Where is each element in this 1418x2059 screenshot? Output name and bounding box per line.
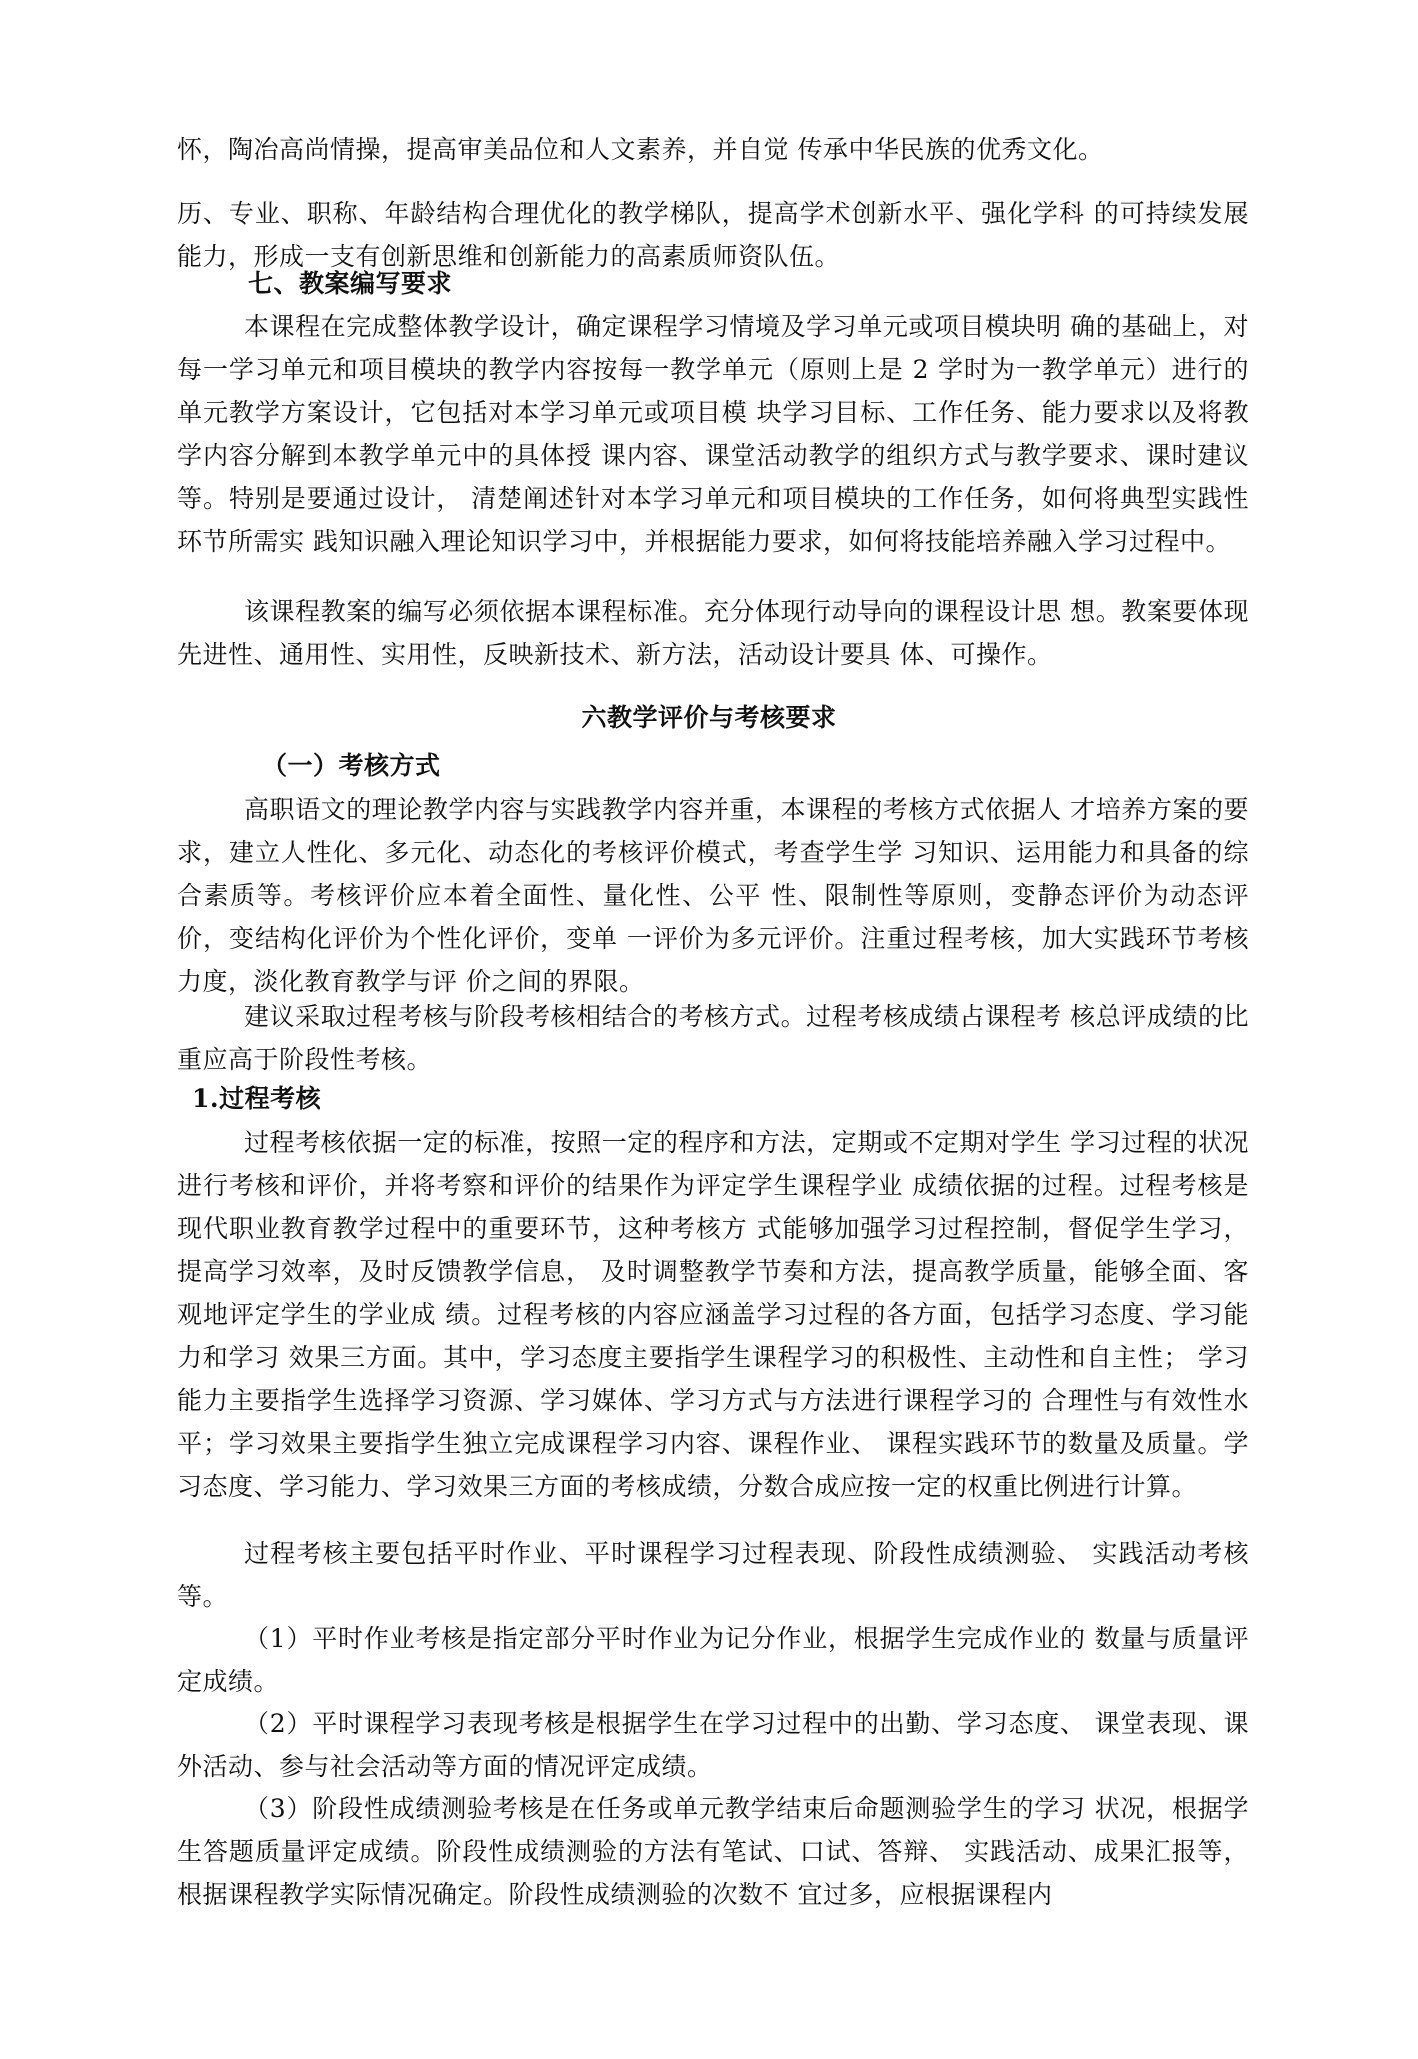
paragraph-assessment-model: 高职语文的理论教学内容与实践教学内容并重，本课程的考核方式依据人 才培养方案的要求，建立人性化、多元化、动态化的考核评价模式，考查学生学 习知识、运用能力和具备的综合素质等。考核评价应本着全面性、量化性、公平 性、限制性等原则，变静态评价为动态评价，变结构化评价为个性化评价，变单 一评价为多元评价。注重过程考核，加大实践环节考核力度，淡化教育教学与评 价之间的界限。 — [177, 795, 1249, 996]
paragraph-lesson-design: 本课程在完成整体教学设计，确定课程学习情境及学习单元或项目模块明 确的基础上，对每一学习单元和项目模块的教学内容按每一教学单元（原则上是 2 学时为一教学单元）进行的单元教学方案设计，它包括对本学习单元或项目模 块学习目标、工作任务、能力要求以及将教学内容分解到本教学单元中的具体授 课内容、课堂活动教学的组织方式与教学要求、课时建议等。特别是要通过设计， 清楚阐述针对本学习单元和项目模块的工作任务，如何将典型实践性环节所需实 践知识融入理论知识学习中，并根据能力要求，如何将技能培养融入学习过程中。 — [177, 312, 1249, 556]
heading-lesson-plan: 七、教案编写要求 — [248, 269, 453, 298]
paragraph-performance-assessment: （2）平时课程学习表现考核是根据学生在学习过程中的出勤、学习态度、 课堂表现、课外活动、参与社会活动等方面的情况评定成绩。 — [177, 1709, 1249, 1781]
heading-evaluation: 六教学评价与考核要求 — [581, 703, 837, 732]
paragraph-faculty: 历、专业、职称、年龄结构合理优化的教学梯队，提高学术创新水平、强化学科 的可持续发展能力，形成一支有创新思维和创新能力的高素质师资队伍。 — [177, 199, 1249, 271]
paragraph-aesthetic: 怀，陶冶高尚情操，提高审美品位和人文素养，并自觉 传承中华民族的优秀文化。 — [177, 135, 1104, 164]
paragraph-process-definition: 过程考核依据一定的标准，按照一定的程序和方法，定期或不定期对学生 学习过程的状况进行考核和评价，并将考察和评价的结果作为评定学生课程学业 成绩依据的过程。过程考核是现代职业教育教学过程中的重要环节，这种考核方 式能够加强学习过程控制，督促学生学习，提高学习效率，及时反馈教学信息， 及时调整教学节奏和方法，提高教学质量，能够全面、客观地评定学生的学业成 绩。过程考核的内容应涵盖学习过程的各方面，包括学习态度、学习能力和学习 效果三方面。其中，学习态度主要指学生课程学习的积极性、主动性和自主性； 学习能力主要指学生选择学习资源、学习媒体、学习方式与方法进行课程学习的 合理性与有效性水平；学习效果主要指学生独立完成课程学习内容、课程作业、 课程实践环节的数量及质量。学习态度、学习能力、学习效果三方面的考核成绩，分数合成应按一定的权重比例进行计算。 — [177, 1128, 1249, 1501]
heading-process-assessment: 1.过程考核 — [192, 1084, 322, 1113]
heading-assessment-method: （一）考核方式 — [262, 751, 441, 780]
paragraph-homework-assessment: （1）平时作业考核是指定部分平时作业为记分作业，根据学生完成作业的 数量与质量评定成绩。 — [177, 1624, 1249, 1696]
paragraph-assessment-combination: 建议采取过程考核与阶段考核相结合的考核方式。过程考核成绩占课程考 核总评成绩的比重应高于阶段性考核。 — [177, 1002, 1249, 1074]
paragraph-lesson-standard: 该课程教案的编写必须依据本课程标准。充分体现行动导向的课程设计思 想。教案要体现先进性、通用性、实用性，反映新技术、新方法，活动设计要具 体、可操作。 — [177, 597, 1249, 669]
paragraph-process-contents: 过程考核主要包括平时作业、平时课程学习过程表现、阶段性成绩测验、 实践活动考核等。 — [177, 1539, 1249, 1611]
paragraph-stage-test: （3）阶段性成绩测验考核是在任务或单元教学结束后命题测验学生的学习 状况，根据学生答题质量评定成绩。阶段性成绩测验的方法有笔试、口试、答辩、 实践活动、成果汇报等，根据课程教学实际情况确定。阶段性成绩测验的次数不 宜过多，应根据课程内 — [177, 1794, 1249, 1909]
